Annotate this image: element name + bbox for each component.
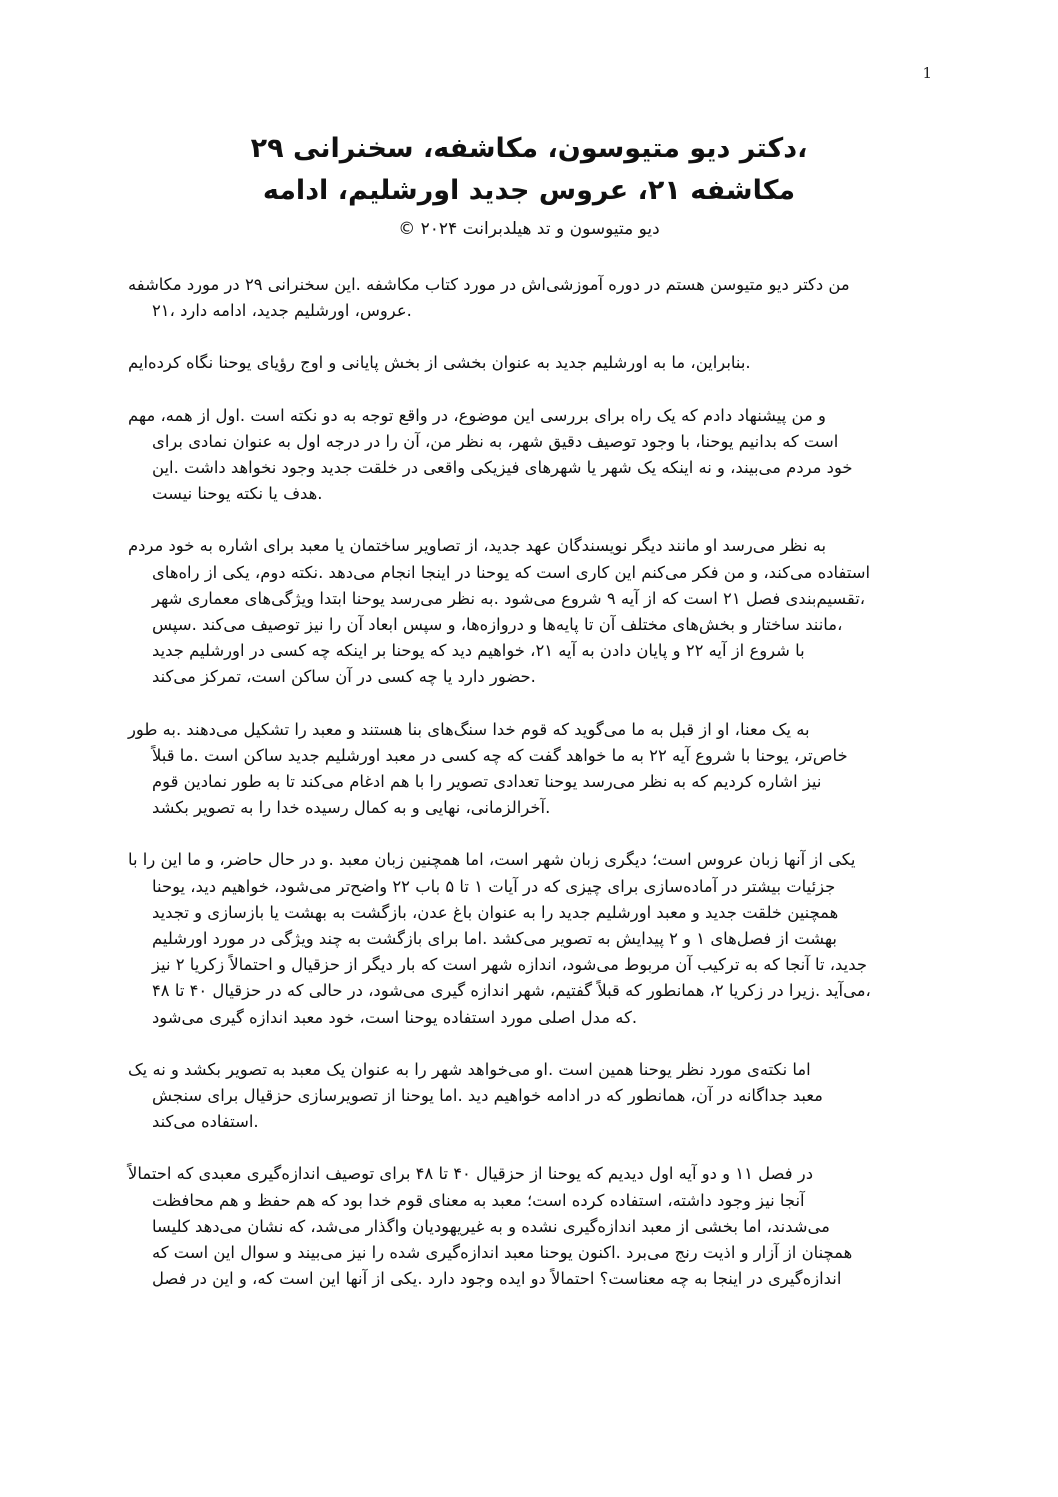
paragraph-line: جدید، تا آنجا که به ترکیب آن مربوط می‌شود، اندازه شهر است که بار دیگر از حزقیال و احتمالاً زکریا ۲ نیز xyxy=(152,955,867,975)
paragraph xyxy=(128,847,928,1030)
paragraph-line: ،مانند ساختار و بخش‌های مختلف آن تا پایه‌ها و دروازه‌ها، و سپس ابعاد آن را نیز توصیف می‌کند .سپس xyxy=(152,615,843,635)
paragraph-line: است که بدانیم یوحنا، با وجود توصیف دقیق شهر، به نظر من، آن را در درجه اول به عنوان نمادی برای xyxy=(152,431,839,451)
paragraph-line: می‌شدند، اما بخشی از معبد اندازه‌گیری نشده و به غیریهودیان واگذار می‌شد، که نشان می‌دهد کلیسا xyxy=(152,1216,830,1236)
paragraph-line: .آخرالزمانی، نهایی و به کمال رسیده خدا را به تصویر بکشد xyxy=(152,798,551,818)
paragraph xyxy=(128,717,928,822)
paragraph-line: .استفاده می‌کند xyxy=(152,1112,259,1132)
paragraph-line: جزئیات بیشتر در آماده‌سازی برای چیزی که در آیات ۱ تا ۵ باب ۲۲ واضح‌تر می‌شود، خواهیم دید، یوحنا xyxy=(152,876,836,896)
copyright-subtitle: دیو متیوسون و تد هیلدبرانت ۲۰۲۴ © xyxy=(398,219,660,239)
paragraph-line: و من پیشنهاد دادم که یک راه برای بررسی این موضوع، در واقع توجه به دو نکته است .اول از همه، مهم xyxy=(128,405,826,425)
paragraph-line: .عروس، اورشلیم جدید، ادامه دارد ،۲۱ xyxy=(152,301,412,321)
paragraph-line: .که مدل اصلی مورد استفاده یوحنا است، خود معبد اندازه گیری می‌شود xyxy=(152,1007,638,1027)
page-title-line-1: ،دکتر دیو متیوسون، مکاشفه، سخنرانی ۲۹ xyxy=(250,133,808,164)
paragraph xyxy=(128,272,928,324)
body-text xyxy=(128,272,928,1319)
paragraph-line: آنجا نیز وجود داشته، استفاده کرده است؛ معبد به معنای قوم خدا بود که هم حفظ و هم محافظت xyxy=(152,1190,805,1210)
paragraph-line: در فصل ۱۱ و دو آیه اول دیدیم که یوحنا از حزقیال ۴۰ تا ۴۸ برای توصیف اندازه‌گیری معبدی که احتمالاً xyxy=(128,1164,814,1184)
paragraph-line: با شروع از آیه ۲۲ و پایان دادن به آیه ۲۱، خواهیم دید که یوحنا بر اینکه چه کسی در اورشلیم جدید xyxy=(152,641,805,661)
paragraph-line: به نظر می‌رسد او مانند دیگر نویسندگان عهد جدید، از تصاویر ساختمان یا معبد برای اشاره به خود مردم xyxy=(128,536,827,556)
paragraph-line: همچنان از آزار و اذیت رنج می‌برد .اکنون یوحنا معبد اندازه‌گیری شده را نیز می‌بیند و سوال این است که xyxy=(152,1243,853,1263)
paragraph-line: من دکتر دیو متیوسن هستم در دوره آموزشی‌اش در مورد کتاب مکاشفه .این سخنرانی ۲۹ در مورد مکاشفه xyxy=(128,275,850,294)
paragraph-line: نیز اشاره کردیم که به نظر می‌رسد یوحنا تعدادی تصویر را با هم ادغام می‌کند تا به طور نمادین قوم xyxy=(152,772,822,792)
paragraph-line: بهشت از فصل‌های ۱ و ۲ پیدایش به تصویر می‌کشد .اما برای بازگشت به چند ویژگی در مورد اورشلیم xyxy=(152,929,837,949)
paragraph-line: ،می‌آید .زیرا در زکریا ۲، همانطور که قبلاً گفتیم، شهر اندازه گیری می‌شود، در حالی که در حزقیال ۴۰ تا ۴۸ xyxy=(152,981,871,1001)
paragraph-line: .بنابراین، ما به اورشلیم جدید به عنوان بخشی از بخش پایانی و اوج رؤیای یوحنا نگاه کرده‌ایم xyxy=(128,353,751,373)
page-title-line-2: مکاشفه ۲۱، عروس جدید اورشلیم، ادامه xyxy=(262,175,796,206)
title-block xyxy=(126,128,932,242)
paragraph-line: همچنین خلقت جدید و معبد اورشلیم جدید را به عنوان باغ عدن، بازگشت به بهشت یا بازسازی و تجدید xyxy=(152,902,839,922)
paragraph xyxy=(128,403,928,508)
paragraph-line: استفاده می‌کند، و من فکر می‌کنم این کاری است که یوحنا در اینجا انجام می‌دهد .نکته دوم، یکی از راه‌های xyxy=(152,562,871,582)
paragraph-line: .هدف یا نکته یوحنا نیست xyxy=(152,484,323,504)
paragraph-line: به یک معنا، او از قبل به ما می‌گوید که قوم خدا سنگ‌های بنا هستند و معبد را تشکیل می‌دهند .به طور xyxy=(128,719,810,739)
paragraph-line: .حضور دارد یا چه کسی در آن ساکن است، تمرکز می‌کند xyxy=(152,667,536,687)
paragraph xyxy=(128,1057,928,1136)
paragraph-line: ،تقسیم‌بندی فصل ۲۱ است که از آیه ۹ شروع می‌شود .به نظر می‌رسد یوحنا ابتدا ویژگی‌های معماری شهر xyxy=(152,588,866,608)
paragraph xyxy=(128,533,928,690)
paragraph xyxy=(128,1161,928,1292)
paragraph xyxy=(128,350,928,376)
paragraph-line: معبد جداگانه در آن، همانطور که در ادامه خواهیم دید .اما یوحنا از تصویرسازی حزقیال برای سنجش xyxy=(152,1086,823,1106)
paragraph-line: اندازه‌گیری در اینجا به چه معناست؟ احتمالاً دو ایده وجود دارد .یکی از آنها این است که، و این در فصل xyxy=(152,1269,842,1289)
paragraph-line: خود مردم می‌بیند، و نه اینکه یک شهر یا شهرهای فیزیکی واقعی در خلقت جدید وجود نخواهد داشت .این xyxy=(152,458,853,478)
page-number: 1 xyxy=(922,64,932,82)
paragraph-line: یکی از آنها زبان عروس است؛ دیگری زبان شهر است، اما همچنین زبان معبد .و در حال حاضر، و ما این را با xyxy=(128,850,856,870)
paragraph-line: اما نکته‌ی مورد نظر یوحنا همین است .او می‌خواهد شهر را به عنوان یک معبد به تصویر بکشد و نه یک xyxy=(128,1059,811,1079)
paragraph-line: خاص‌تر، یوحنا با شروع آیه ۲۲ به ما خواهد گفت که چه کسی در معبد اورشلیم جدید ساکن است .ما قبلاً xyxy=(152,745,848,765)
